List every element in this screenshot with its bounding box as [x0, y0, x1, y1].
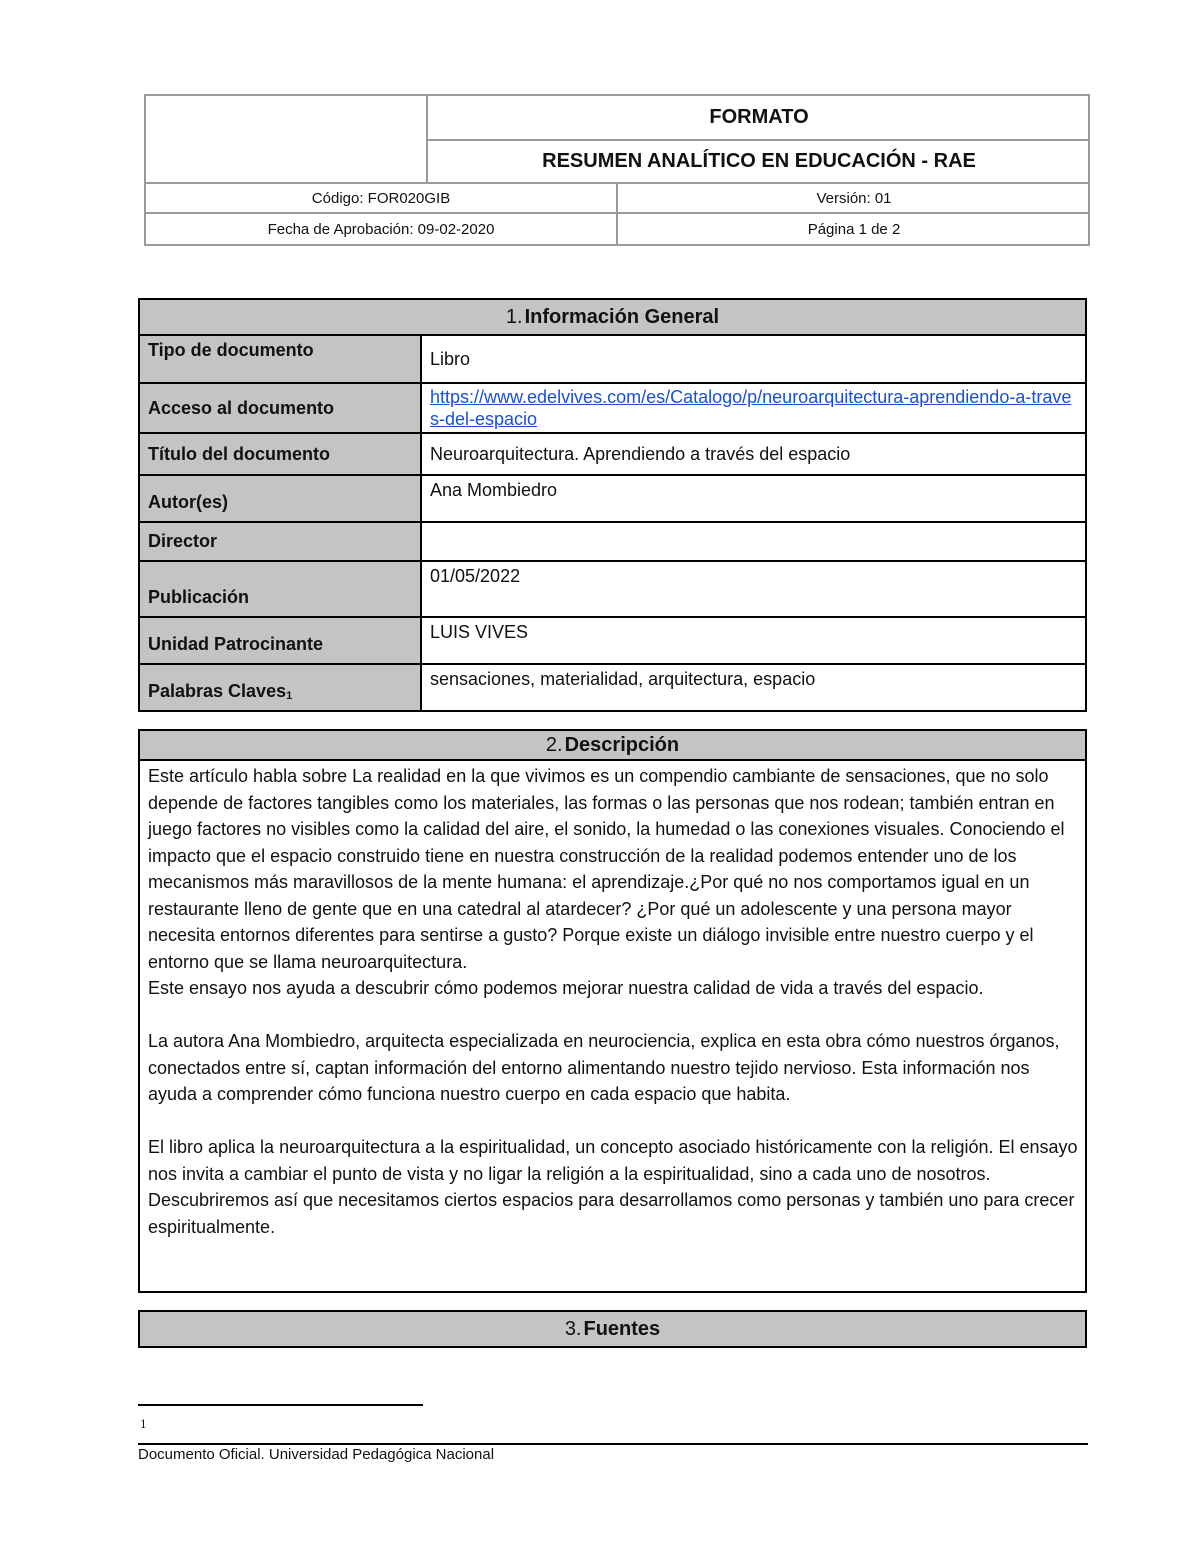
description-paragraph: La autora Ana Mombiedro, arquitecta especializada en neurociencia, explica en esta obra cómo nuestros órganos, conectados entre sí, captan información del entorno alimentando nuestro tejido nervioso. Esta información nos ayuda a comprender cómo funciona nuestro cuerpo en cada espacio que habita. [148, 1031, 1060, 1104]
sponsor-unit-value: LUIS VIVES [430, 622, 529, 642]
document-header [144, 94, 1090, 246]
section-number: 2. [545, 733, 563, 756]
authors-value: Ana Mombiedro [430, 480, 558, 500]
footer-divider [138, 1443, 1088, 1445]
section-number: 3. [564, 1317, 582, 1340]
row-value [422, 665, 1085, 710]
section-description [138, 729, 1087, 1293]
row-value [422, 476, 1085, 521]
row-label: Autor(es) [140, 476, 422, 521]
format-subtitle: RESUMEN ANALÍTICO EN EDUCACIÓN - RAE [428, 141, 1090, 184]
section-title [140, 1312, 1085, 1346]
row-value [422, 618, 1085, 663]
footnote-divider [138, 1404, 423, 1406]
section-general-info [138, 298, 1087, 712]
row-document-title [140, 434, 1085, 476]
row-document-type [140, 336, 1085, 384]
logo-cell [146, 96, 428, 184]
approval-date: Fecha de Aprobación: 09-02-2020 [146, 214, 618, 244]
description-body [148, 763, 1078, 1240]
row-keywords [140, 665, 1085, 710]
row-label: Título del documento [140, 434, 422, 474]
keywords-label: Palabras Claves [148, 681, 287, 701]
publication-value: 01/05/2022 [430, 566, 521, 586]
row-value [422, 434, 1085, 474]
description-paragraph: El libro aplica la neuroarquitectura a la espiritualidad, un concepto asociado históricamente con la religión. El ensayo nos invita a cambiar el punto de vista y no ligar la religión a la espiritualidad, sino a cada uno de nosotros. Descubriremos así que necesitamos ciertos espacios para desarrollamos como personas y también uno para crecer espiritualmente. [148, 1137, 1078, 1237]
row-sponsor-unit [140, 618, 1085, 665]
section-title [140, 300, 1085, 336]
document-title-value: Neuroarquitectura. Aprendiendo a través del espacio [430, 443, 851, 464]
row-label [140, 665, 422, 710]
document-code: Código: FOR020GIB [146, 184, 618, 214]
row-label: Publicación [140, 562, 422, 616]
footnote-ref: 1 [286, 690, 293, 702]
keywords-value: sensaciones, materialidad, arquitectura, espacio [430, 669, 816, 689]
page-number: Página 1 de 2 [807, 220, 901, 238]
row-value [422, 336, 1085, 382]
section-title-text: Fuentes [583, 1317, 661, 1340]
row-publication [140, 562, 1085, 618]
description-paragraph: Este artículo habla sobre La realidad en la que vivimos es un compendio cambiante de sensaciones, que no solo depende de factores tangibles como los materiales, las formas o las personas que nos rodean; también entran en juego factores no visibles como la calidad del aire, el sonido, la humedad o las conexiones visuales. Conociendo el impacto que el espacio construido tiene en nuestra construcción de la realidad podemos entender uno de los mecanismos más maravillosos de la mente humana: el aprendizaje.¿Por qué no nos comportamos igual en un restaurante lleno de gente que en una catedral al atardecer? ¿Por qué un adolescente y una persona mayor necesita entornos diferentes para sentirse a gusto? Porque existe un diálogo invisible entre nuestro cuerpo y el entorno que se llama neuroarquitectura. [148, 766, 1065, 972]
row-label: Tipo de documento [140, 336, 422, 382]
section-title-text: Información General [524, 305, 720, 328]
row-value [422, 384, 1085, 432]
section-title-text: Descripción [564, 733, 680, 756]
section-sources [138, 1310, 1087, 1348]
footnote-mark: 1 [140, 1416, 147, 1431]
format-title: FORMATO [428, 96, 1090, 141]
document-type-value: Libro [430, 348, 471, 369]
document-version: Versión: 01 [618, 184, 1090, 214]
row-label: Acceso al documento [140, 384, 422, 432]
row-value [422, 562, 1085, 616]
row-authors [140, 476, 1085, 523]
section-title [140, 731, 1085, 761]
row-document-access [140, 384, 1085, 434]
footer-text: Documento Oficial. Universidad Pedagógica Nacional [138, 1446, 495, 1463]
description-paragraph: Este ensayo nos ayuda a descubrir cómo podemos mejorar nuestra calidad de vida a través del espacio. [148, 978, 984, 998]
row-label: Director [140, 523, 422, 560]
row-director [140, 523, 1085, 562]
document-link[interactable]: https://www.edelvives.com/es/Catalogo/p/neuroarquitectura-aprendiendo-a-traves-del-espacio [430, 387, 1072, 429]
section-number: 1. [505, 305, 523, 328]
row-value [422, 523, 1085, 560]
row-label: Unidad Patrocinante [140, 618, 422, 663]
